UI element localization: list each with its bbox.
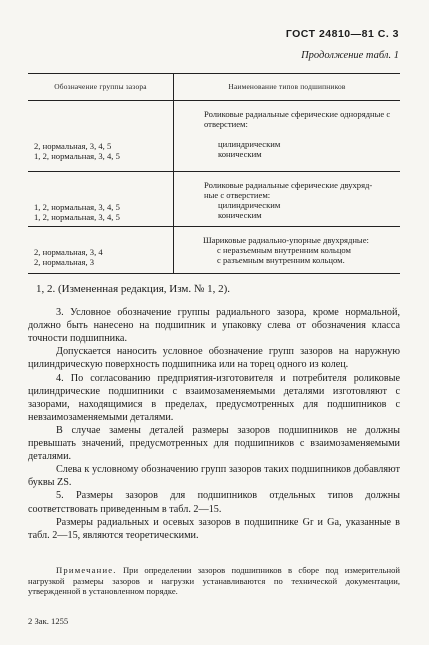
bearing-type-desc: ные с отверстием:: [204, 190, 271, 200]
bearing-type-desc: Роликовые радиальные сферические двухряд-: [204, 180, 373, 190]
bearing-subtype: с разъемным внутренним кольцом.: [217, 255, 345, 265]
bearing-subtype: цилиндрическим: [218, 139, 281, 149]
col-header-group: Обозначение группы зазора: [28, 74, 174, 101]
paragraph: В случае замены деталей размеры зазоров подшипников не должны превышать значений, предусмотренных для подшипников с взаимозаменяемыми деталями.: [28, 424, 400, 463]
amendment-line: 1, 2. (Измененная редакция, Изм. № 1, 2).: [36, 283, 231, 295]
paragraph: 3. Условное обозначение группы радиального зазора, кроме нормальной, должно быть нанесено на подшипник и упаковку слева от обозначения класса точности подшипника.: [28, 307, 400, 345]
paragraph: Допускается наносить условное обозначение групп зазоров на наружную цилиндрическую поверхность подшипника или на торец одного из колец.: [28, 346, 400, 371]
note-text: При определении зазоров подшипников в сборе под измерительной нагрузкой размеры зазоров и нагрузки устанавливаются по технической документации, утвержденной в установленном порядке.: [28, 565, 400, 596]
table-continuation-label: Продолжение табл. 1: [301, 50, 399, 61]
paragraph: Размеры радиальных и осевых зазоров в подшипнике Gr и Ga, указанные в табл. 2—15, являются теоретическими.: [28, 516, 400, 541]
table-row: [28, 172, 400, 227]
bearing-subtype: цилиндрическим: [218, 200, 281, 210]
bearing-subtype: с неразъемным внутренним кольцом: [217, 245, 351, 255]
col-header-types: Наименование типов подшипников: [174, 74, 401, 101]
paragraph: Слева к условному обозначению групп зазоров таких подшипников добавляют буквы ZS.: [28, 464, 400, 489]
body-text: [28, 283, 400, 542]
paragraph: 4. По согласованию предприятия-изготовителя и потребителя роликовые цилиндрические подшипники с взаимозаменяемыми деталями изготовляют с зазорами, находящимися в пределах, предусмотренных для подшипников с невзаимозаменяемыми деталями.: [28, 372, 400, 423]
table-row: [28, 101, 400, 172]
bearing-type-desc: Шариковые радиально-упорные двухрядные:: [203, 235, 369, 245]
note-label: Примечание.: [56, 565, 117, 575]
group-code: 2, нормальная, 3: [34, 257, 95, 267]
paragraph: 5. Размеры зазоров для подшипников отдельных типов должны соответствовать приведенным в табл. 2—15.: [28, 490, 400, 515]
print-order-footer: 2 Зак. 1255: [28, 616, 69, 626]
group-code: 1, 2, нормальная, 3, 4, 5: [34, 151, 120, 161]
group-code: 1, 2, нормальная, 3, 4, 5: [34, 212, 120, 222]
standard-header: ГОСТ 24810—81 С. 3: [285, 28, 399, 40]
group-code: 2, нормальная, 3, 4, 5: [34, 141, 112, 151]
table-row: [28, 227, 400, 274]
bearing-type-desc: Роликовые радиальные сферические однорядные с отверстием:: [204, 109, 391, 129]
note: [28, 565, 400, 597]
group-code: 2, нормальная, 3, 4: [34, 247, 103, 257]
bearing-subtype: коническим: [218, 149, 262, 159]
clearance-table: [28, 73, 400, 274]
bearing-subtype: коническим: [218, 210, 262, 220]
group-code: 1, 2, нормальная, 3, 4, 5: [34, 202, 120, 212]
